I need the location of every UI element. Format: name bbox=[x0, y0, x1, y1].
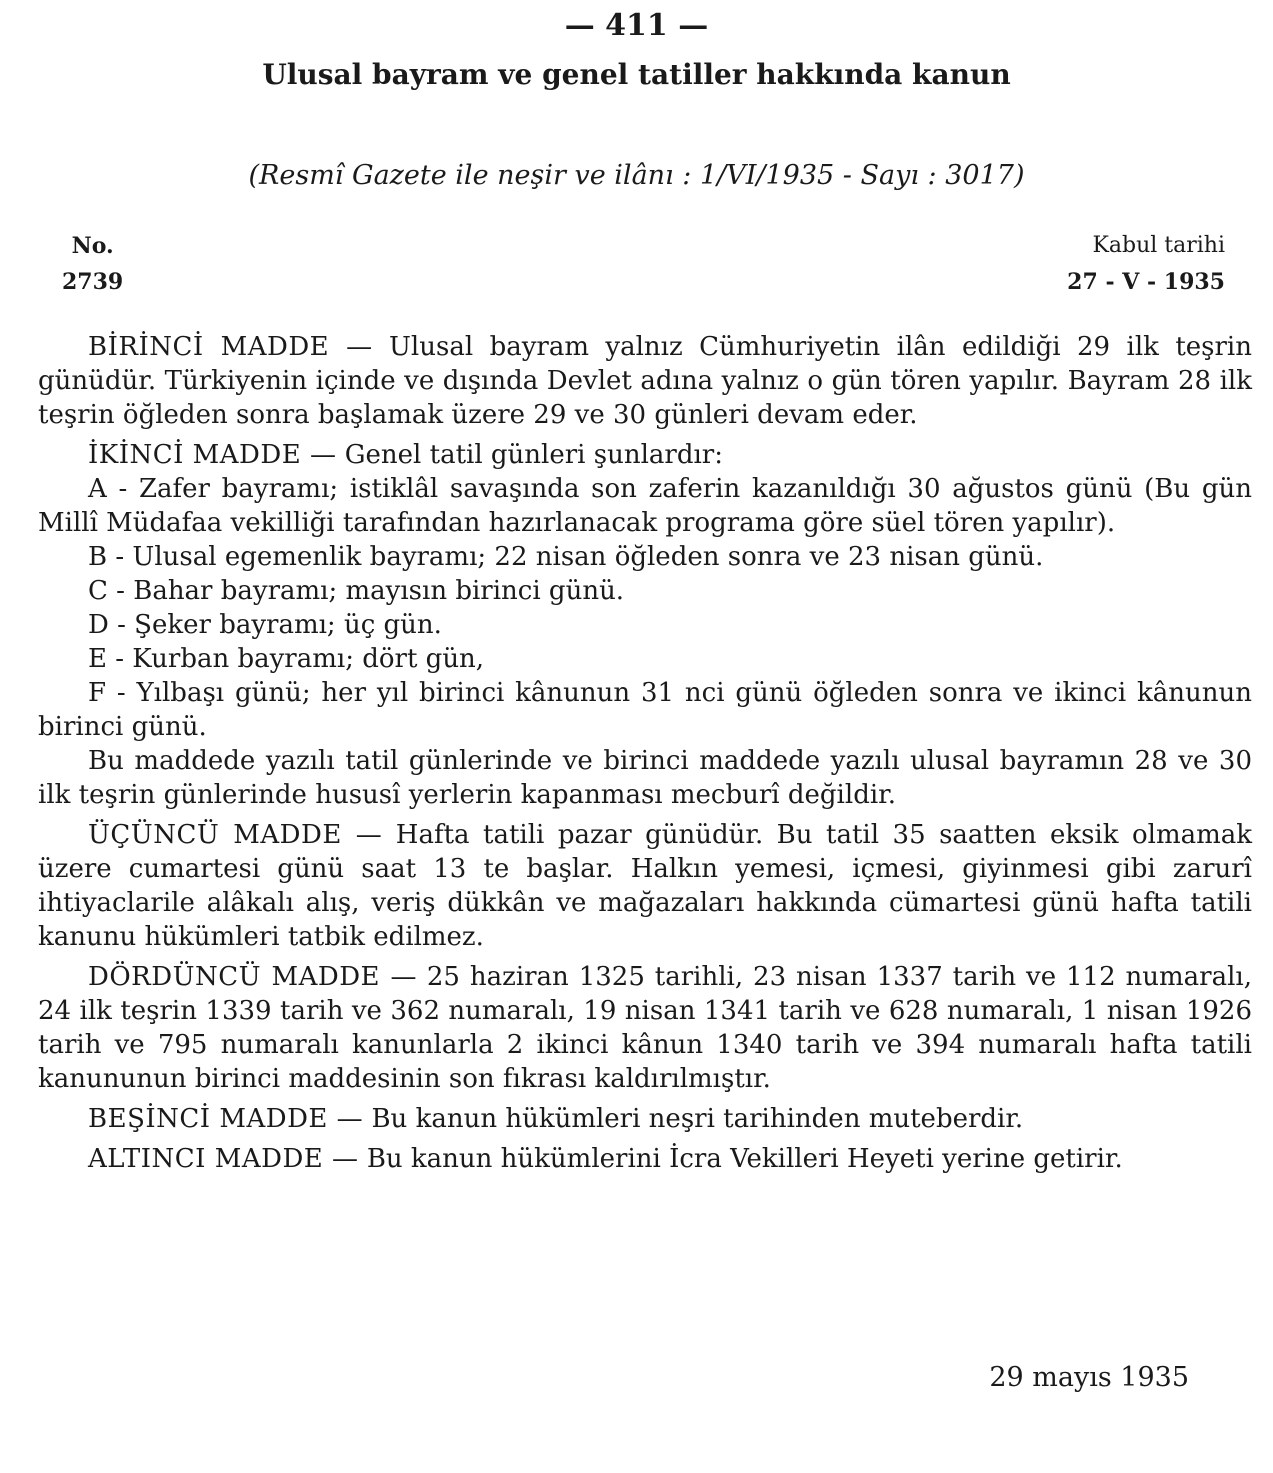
gazette-reference: (Resmî Gazete ile neşir ve ilânı : 1/VI/1935 - Sayı : 3017) bbox=[248, 160, 1025, 191]
article-4 bbox=[38, 960, 1252, 1096]
acceptance-date: 27 - V - 1935 bbox=[1067, 269, 1225, 295]
article-6-heading: ALTINCI MADDE — bbox=[88, 1144, 359, 1174]
article-3 bbox=[38, 818, 1252, 954]
article-2-item-d: D - Şeker bayramı; üç gün. bbox=[88, 610, 442, 640]
article-2-item-a: A - Zafer bayramı; istiklâl savaşında son zaferin kazanıldığı 30 ağustos günü (Bu gün Millî Müdafaa vekilliği tarafından hazırlanacak programa göre süel tören yapılır). bbox=[38, 474, 1252, 538]
article-2-text: Genel tatil günleri şunlardır: bbox=[344, 440, 723, 470]
article-5 bbox=[38, 1102, 1252, 1136]
page-number: — 411 — bbox=[564, 8, 709, 43]
law-number-value: 2739 bbox=[62, 269, 124, 295]
article-4-heading: DÖRDÜNCÜ MADDE — bbox=[88, 962, 417, 992]
article-3-text: Hafta tatili pazar günüdür. Bu tatil 35 saatten eksik olmamak üzere cumartesi günü saat 13 te başlar. Halkın yemesi, içmesi, giyinmesi gibi zarurî ihtiyaclarile alâkalı alış, veriş dükkân ve mağazaları hakkında cümartesi günü hafta tatili kanunu hükümleri tatbik edilmez. bbox=[38, 820, 1253, 952]
article-2-item-f: F - Yılbaşı günü; her yıl birinci kânunun 31 nci günü öğleden sonra ve ikinci kânunun birinci günü. bbox=[38, 678, 1252, 742]
article-2-heading: İKİNCİ MADDE — bbox=[88, 440, 337, 470]
article-2-note: Bu maddede yazılı tatil günlerinde ve birinci maddede yazılı ulusal bayramın 28 ve 30 ilk teşrin günlerinde hususî yerlerin kapanması mecburî değildir. bbox=[38, 746, 1252, 810]
article-5-heading: BEŞİNCİ MADDE — bbox=[88, 1104, 364, 1134]
article-4-text: 25 haziran 1325 tarihli, 23 nisan 1337 tarih ve 112 numaralı, 24 ilk teşrin 1339 tarih ve 362 numaralı, 19 nisan 1341 tarih ve 628 numaralı, 1 nisan 1926 tarih ve 795 numaralı kanunlarla 2 ikinci kânun 1340 tarih ve 394 numaralı hafta tatili kanununun birinci maddesinin son fıkrası kaldırılmıştır. bbox=[38, 962, 1253, 1094]
acceptance-label: Kabul tarihi bbox=[1092, 233, 1225, 258]
article-2-item-c: C - Bahar bayramı; mayısın birinci günü. bbox=[88, 576, 625, 606]
article-1 bbox=[38, 330, 1252, 432]
article-2 bbox=[38, 438, 1252, 472]
article-1-heading: BİRİNCİ MADDE — bbox=[88, 332, 373, 362]
signature-date: 29 mayıs 1935 bbox=[989, 1362, 1189, 1393]
article-6 bbox=[38, 1142, 1252, 1176]
law-number-block bbox=[62, 228, 123, 300]
article-2-item-e: E - Kurban bayramı; dört gün, bbox=[88, 644, 485, 674]
law-number-label: No. bbox=[71, 233, 114, 259]
article-5-text: Bu kanun hükümleri neşri tarihinden muteberdir. bbox=[371, 1104, 1024, 1134]
law-title: Ulusal bayram ve genel tatiller hakkında kanun bbox=[262, 58, 1011, 91]
acceptance-date-block bbox=[1067, 228, 1225, 300]
article-2-item-b: B - Ulusal egemenlik bayramı; 22 nisan öğleden sonra ve 23 nisan günü. bbox=[88, 542, 1044, 572]
article-1-text: Ulusal bayram yalnız Cümhuriyetin ilân edildiği 29 ilk teşrin günüdür. Türkiyenin içinde ve dışında Devlet adına yalnız o gün tören yapılır. Bayram 28 ilk teşrin öğleden sonra başlamak üzere 29 ve 30 günleri devam eder. bbox=[38, 332, 1252, 430]
article-3-heading: ÜÇÜNCÜ MADDE — bbox=[88, 820, 383, 850]
article-6-text: Bu kanun hükümlerini İcra Vekilleri Heyeti yerine getirir. bbox=[366, 1144, 1123, 1174]
law-body bbox=[38, 330, 1252, 1176]
